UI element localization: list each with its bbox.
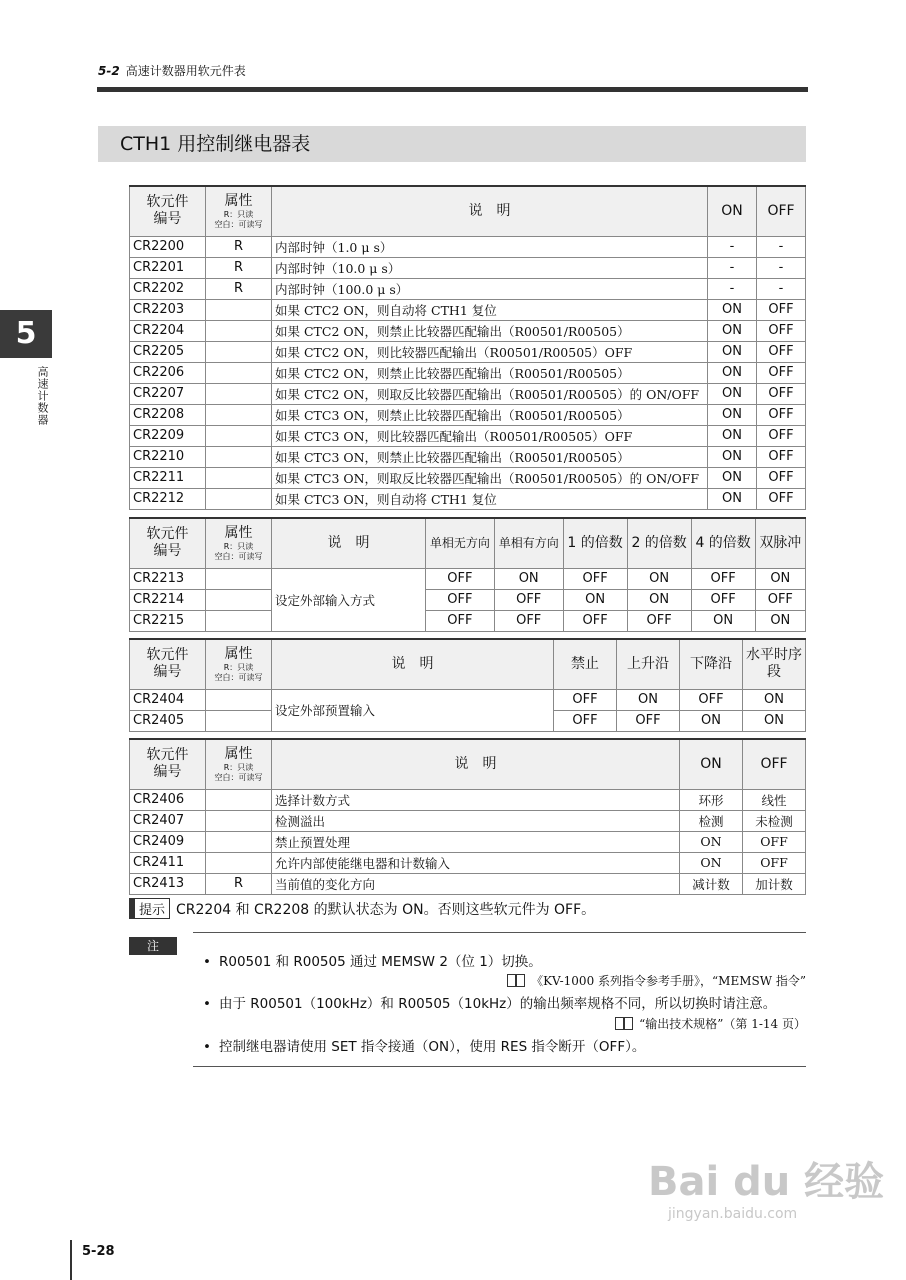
- description: 如果 CTC3 ON，则比较器匹配输出（R00501/R00505）OFF: [272, 425, 708, 446]
- on-value: 检测: [680, 810, 743, 831]
- attr-header: 属性 R：只读 空白：可读写: [206, 186, 272, 236]
- device-header: 软元件 编号: [130, 639, 206, 689]
- table-row: [130, 610, 806, 631]
- device-id: CR2413: [130, 873, 206, 894]
- description: 如果 CTC3 ON，则自动将 CTH1 复位: [272, 488, 708, 509]
- attr-value: R: [206, 278, 272, 299]
- on-value: ON: [708, 383, 757, 404]
- description: 检测溢出: [272, 810, 680, 831]
- tip-text: CR2204 和 CR2208 的默认状态为 ON。否则这些软元件为 OFF。: [176, 902, 596, 918]
- preset-input-table: [129, 638, 806, 732]
- off-value: OFF: [757, 341, 806, 362]
- device-header: 软元件 编号: [130, 518, 206, 568]
- chapter-tab: 5: [0, 310, 52, 358]
- attr-value: [206, 425, 272, 446]
- device-id: CR2200: [130, 236, 206, 257]
- col-header: 4 的倍数: [691, 518, 755, 568]
- table-row: [130, 383, 806, 404]
- section-number: 5-2: [98, 64, 120, 78]
- device-id: CR2411: [130, 852, 206, 873]
- attr-value: [206, 320, 272, 341]
- page-number: 5-28: [82, 1244, 115, 1259]
- on-value: 环形: [680, 789, 743, 810]
- desc-header: 说 明: [272, 186, 708, 236]
- attr-value: R: [206, 873, 272, 894]
- on-value: ON: [708, 404, 757, 425]
- mode-value: OFF: [691, 568, 755, 589]
- attr-value: [206, 789, 272, 810]
- note-item: • R00501 和 R00505 通过 MEMSW 2（位 1）切换。: [203, 950, 542, 970]
- mode-value: OFF: [627, 610, 691, 631]
- device-id: CR2409: [130, 831, 206, 852]
- description: 设定外部输入方式: [272, 568, 426, 631]
- off-value: 线性: [743, 789, 806, 810]
- col-header: 单相无方向: [426, 518, 495, 568]
- mode-value: OFF: [494, 610, 563, 631]
- attr-value: [206, 689, 272, 710]
- table-row: [130, 446, 806, 467]
- on-value: ON: [708, 320, 757, 341]
- mode-value: OFF: [494, 589, 563, 610]
- section-title: 高速计数器用软元件表: [125, 64, 246, 78]
- device-id: CR2207: [130, 383, 206, 404]
- off-value: -: [757, 236, 806, 257]
- description: 内部时钟（1.0 μ s）: [272, 236, 708, 257]
- preset-value: OFF: [680, 689, 743, 710]
- on-value: ON: [708, 362, 757, 383]
- description: 内部时钟（100.0 μ s）: [272, 278, 708, 299]
- device-header: 软元件 编号: [130, 186, 206, 236]
- off-value: OFF: [757, 467, 806, 488]
- description: 如果 CTC3 ON，则禁止比较器匹配输出（R00501/R00505）: [272, 404, 708, 425]
- device-id: CR2210: [130, 446, 206, 467]
- mode-value: ON: [563, 589, 627, 610]
- off-value: OFF: [757, 299, 806, 320]
- table-row: [130, 873, 806, 894]
- description: 如果 CTC2 ON，则禁止比较器匹配输出（R00501/R00505）: [272, 320, 708, 341]
- col-header: 水平时序段: [743, 639, 806, 689]
- col-header: 下降沿: [680, 639, 743, 689]
- preset-value: ON: [680, 710, 743, 731]
- note-item: • 由于 R00501（100kHz）和 R00505（10kHz）的输出频率规格不同，所以切换时请注意。: [203, 992, 776, 1012]
- device-id: CR2215: [130, 610, 206, 631]
- device-id: CR2213: [130, 568, 206, 589]
- off-value: OFF: [743, 831, 806, 852]
- table-row: [130, 425, 806, 446]
- relay-table-1: [129, 185, 806, 510]
- attr-value: [206, 831, 272, 852]
- col-header: 双脉冲: [755, 518, 805, 568]
- description: 如果 CTC2 ON，则自动将 CTH1 复位: [272, 299, 708, 320]
- mode-value: OFF: [426, 568, 495, 589]
- off-value: OFF: [757, 320, 806, 341]
- description: 设定外部预置输入: [272, 689, 554, 731]
- chapter-tab-label: 高速计数器: [36, 366, 49, 426]
- off-value: 加计数: [743, 873, 806, 894]
- attr-value: [206, 810, 272, 831]
- off-value: -: [757, 257, 806, 278]
- reference: 《KV-1000 系列指令参考手册》，“MEMSW 指令”: [507, 972, 806, 989]
- attr-value: R: [206, 236, 272, 257]
- on-value: ON: [708, 467, 757, 488]
- device-id: CR2209: [130, 425, 206, 446]
- col-header: 上升沿: [617, 639, 680, 689]
- device-header: 软元件 编号: [130, 739, 206, 789]
- off-value: -: [757, 278, 806, 299]
- note-rule-top: [193, 932, 806, 933]
- off-value: OFF: [757, 362, 806, 383]
- table-row: [130, 488, 806, 509]
- mode-value: ON: [691, 610, 755, 631]
- page-bar: [70, 1240, 72, 1280]
- table-row: [130, 810, 806, 831]
- description: 如果 CTC3 ON，则禁止比较器匹配输出（R00501/R00505）: [272, 446, 708, 467]
- on-value: -: [708, 278, 757, 299]
- on-value: ON: [680, 831, 743, 852]
- attr-value: [206, 341, 272, 362]
- table-row: [130, 568, 806, 589]
- description: 如果 CTC2 ON，则取反比较器匹配输出（R00501/R00505）的 ON/OFF: [272, 383, 708, 404]
- desc-header: 说 明: [272, 739, 680, 789]
- reference: “输出技术规格”（第 1-14 页）: [615, 1015, 806, 1032]
- device-id: CR2214: [130, 589, 206, 610]
- preset-value: ON: [743, 689, 806, 710]
- note-item: • 控制继电器请使用 SET 指令接通（ON），使用 RES 指令断开（OFF）。: [203, 1035, 645, 1055]
- table-row: [130, 257, 806, 278]
- off-value: 未检测: [743, 810, 806, 831]
- mode-value: OFF: [691, 589, 755, 610]
- table-row: [130, 689, 806, 710]
- preset-value: OFF: [617, 710, 680, 731]
- col-header: 禁止: [554, 639, 617, 689]
- attr-value: [206, 589, 272, 610]
- device-id: CR2201: [130, 257, 206, 278]
- device-id: CR2212: [130, 488, 206, 509]
- attr-value: [206, 383, 272, 404]
- description: 允许内部使能继电器和计数输入: [272, 852, 680, 873]
- off-header: OFF: [757, 186, 806, 236]
- desc-header: 说 明: [272, 639, 554, 689]
- table-row: [130, 852, 806, 873]
- table-row: [130, 831, 806, 852]
- description: 选择计数方式: [272, 789, 680, 810]
- table-row: [130, 236, 806, 257]
- relay-table-4: [129, 738, 806, 895]
- table-row: [130, 467, 806, 488]
- table-row: [130, 278, 806, 299]
- tip-badge: 提示: [129, 898, 170, 919]
- mode-value: OFF: [426, 589, 495, 610]
- watermark-url: jingyan.baidu.com: [668, 1206, 798, 1222]
- description: 当前值的变化方向: [272, 873, 680, 894]
- off-header: OFF: [743, 739, 806, 789]
- device-id: CR2407: [130, 810, 206, 831]
- mode-value: ON: [755, 568, 805, 589]
- off-value: OFF: [757, 383, 806, 404]
- table-row: [130, 299, 806, 320]
- mode-value: OFF: [563, 568, 627, 589]
- table-row: [130, 589, 806, 610]
- on-value: ON: [708, 425, 757, 446]
- device-id: CR2404: [130, 689, 206, 710]
- off-value: OFF: [757, 488, 806, 509]
- table-row: [130, 404, 806, 425]
- on-header: ON: [708, 186, 757, 236]
- description: 如果 CTC2 ON，则比较器匹配输出（R00501/R00505）OFF: [272, 341, 708, 362]
- col-header: 单相有方向: [494, 518, 563, 568]
- on-value: -: [708, 257, 757, 278]
- attr-value: [206, 362, 272, 383]
- on-value: ON: [708, 446, 757, 467]
- attr-value: [206, 299, 272, 320]
- col-header: 1 的倍数: [563, 518, 627, 568]
- table-row: [130, 341, 806, 362]
- attr-value: R: [206, 257, 272, 278]
- device-id: CR2406: [130, 789, 206, 810]
- description: 如果 CTC2 ON，则禁止比较器匹配输出（R00501/R00505）: [272, 362, 708, 383]
- table-row: [130, 320, 806, 341]
- preset-value: OFF: [554, 710, 617, 731]
- on-value: ON: [708, 341, 757, 362]
- page-title: CTH1 用控制继电器表: [98, 126, 806, 162]
- device-id: CR2204: [130, 320, 206, 341]
- attr-value: [206, 610, 272, 631]
- mode-value: ON: [755, 610, 805, 631]
- device-id: CR2211: [130, 467, 206, 488]
- attr-value: [206, 446, 272, 467]
- on-value: ON: [680, 852, 743, 873]
- attr-value: [206, 488, 272, 509]
- description: 内部时钟（10.0 μ s）: [272, 257, 708, 278]
- off-value: OFF: [757, 425, 806, 446]
- device-id: CR2405: [130, 710, 206, 731]
- preset-value: ON: [743, 710, 806, 731]
- description: 如果 CTC3 ON，则取反比较器匹配输出（R00501/R00505）的 ON/OFF: [272, 467, 708, 488]
- mode-value: OFF: [563, 610, 627, 631]
- col-header: 2 的倍数: [627, 518, 691, 568]
- on-header: ON: [680, 739, 743, 789]
- off-value: OFF: [757, 404, 806, 425]
- input-mode-table: [129, 517, 806, 632]
- desc-header: 说 明: [272, 518, 426, 568]
- on-value: -: [708, 236, 757, 257]
- preset-value: ON: [617, 689, 680, 710]
- description: 禁止预置处理: [272, 831, 680, 852]
- device-id: CR2206: [130, 362, 206, 383]
- book-icon: [615, 1017, 633, 1030]
- mode-value: ON: [627, 568, 691, 589]
- table-row: [130, 789, 806, 810]
- attr-value: [206, 404, 272, 425]
- preset-value: OFF: [554, 689, 617, 710]
- attr-value: [206, 568, 272, 589]
- device-id: CR2202: [130, 278, 206, 299]
- mode-value: ON: [627, 589, 691, 610]
- on-value: ON: [708, 299, 757, 320]
- off-value: OFF: [757, 446, 806, 467]
- attr-header: 属性 R：只读 空白：可读写: [206, 639, 272, 689]
- mode-value: ON: [494, 568, 563, 589]
- attr-header: 属性 R：只读 空白：可读写: [206, 518, 272, 568]
- on-value: 减计数: [680, 873, 743, 894]
- attr-header: 属性 R：只读 空白：可读写: [206, 739, 272, 789]
- attr-value: [206, 467, 272, 488]
- mode-value: OFF: [426, 610, 495, 631]
- tip: [129, 898, 595, 919]
- device-id: CR2203: [130, 299, 206, 320]
- running-header: [98, 62, 246, 79]
- off-value: OFF: [743, 852, 806, 873]
- book-icon: [507, 974, 525, 987]
- watermark: Bai du 经验: [648, 1159, 885, 1205]
- header-rule: [97, 87, 808, 92]
- device-id: CR2205: [130, 341, 206, 362]
- mode-value: OFF: [755, 589, 805, 610]
- table-row: [130, 362, 806, 383]
- attr-value: [206, 710, 272, 731]
- note-rule-bottom: [193, 1066, 806, 1067]
- note-badge: 注: [129, 937, 177, 955]
- device-id: CR2208: [130, 404, 206, 425]
- attr-value: [206, 852, 272, 873]
- on-value: ON: [708, 488, 757, 509]
